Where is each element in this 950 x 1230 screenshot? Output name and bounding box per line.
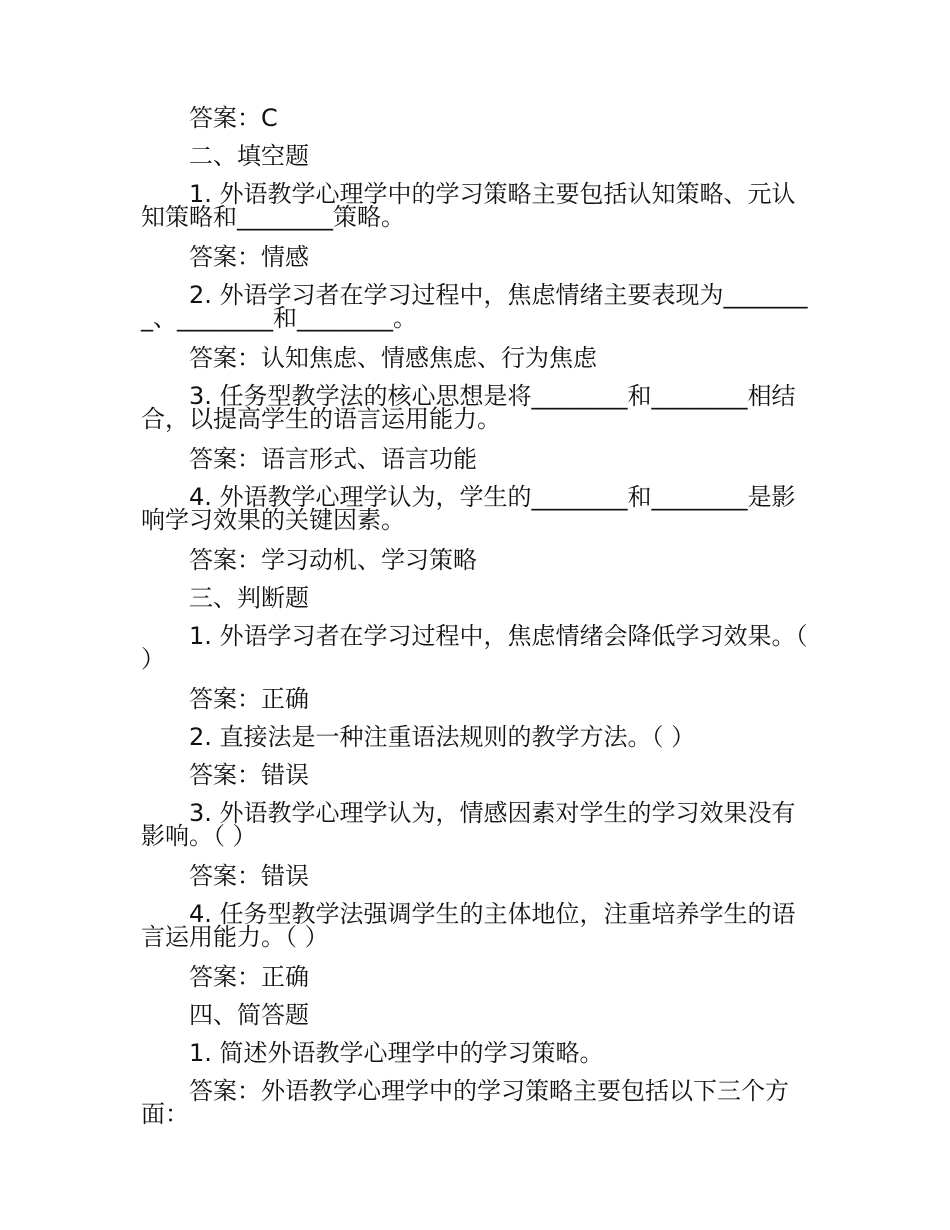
question-text: 1. 外语教学心理学中的学习策略主要包括认知策略、元认知策略和________策略。: [141, 180, 796, 231]
question-text: 2. 外语学习者在学习过程中，焦虑情绪主要表现为________、________和________。: [141, 281, 808, 332]
answer-line: 答案：情感: [189, 243, 309, 271]
answer-line: 答案：正确: [189, 685, 309, 713]
question-text: 4. 外语教学心理学认为，学生的________和________是影响学习效果的关键因素。: [141, 483, 796, 534]
question-text: 2. 直接法是一种注重语法规则的教学方法。（ ）: [189, 723, 696, 751]
question-text: 1. 简述外语教学心理学中的学习策略。: [189, 1039, 604, 1067]
document-page: [141, 102, 813, 1143]
answer-line: 答案：认知焦虑、情感焦虑、行为焦虑: [189, 344, 597, 372]
answer-line: 答案：语言形式、语言功能: [189, 445, 477, 473]
question-text: 3. 任务型教学法的核心思想是将________和________相结合，以提高学生的语言运用能力。: [141, 382, 796, 433]
question-text: 4. 任务型教学法强调学生的主体地位，注重培养学生的语言运用能力。（ ）: [141, 900, 796, 951]
question-text: 1. 外语学习者在学习过程中，焦虑情绪会降低学习效果。（ ）: [141, 622, 808, 673]
section-heading-fill-blank: 二、填空题: [189, 142, 309, 170]
question-text: 3. 外语教学心理学认为，情感因素对学生的学习效果没有影响。（ ）: [141, 799, 796, 850]
answer-line: 答案：错误: [189, 862, 309, 890]
answer-line: 答案：错误: [189, 761, 309, 789]
answer-line: 答案：正确: [189, 963, 309, 991]
answer-line: 答案：学习动机、学习策略: [189, 546, 477, 574]
answer-line: 答案：外语教学心理学中的学习策略主要包括以下三个方面：: [141, 1077, 789, 1128]
section-heading-short-answer: 四、简答题: [189, 1001, 309, 1029]
section-heading-true-false: 三、判断题: [189, 584, 309, 612]
answer-line: 答案：C: [189, 104, 278, 132]
